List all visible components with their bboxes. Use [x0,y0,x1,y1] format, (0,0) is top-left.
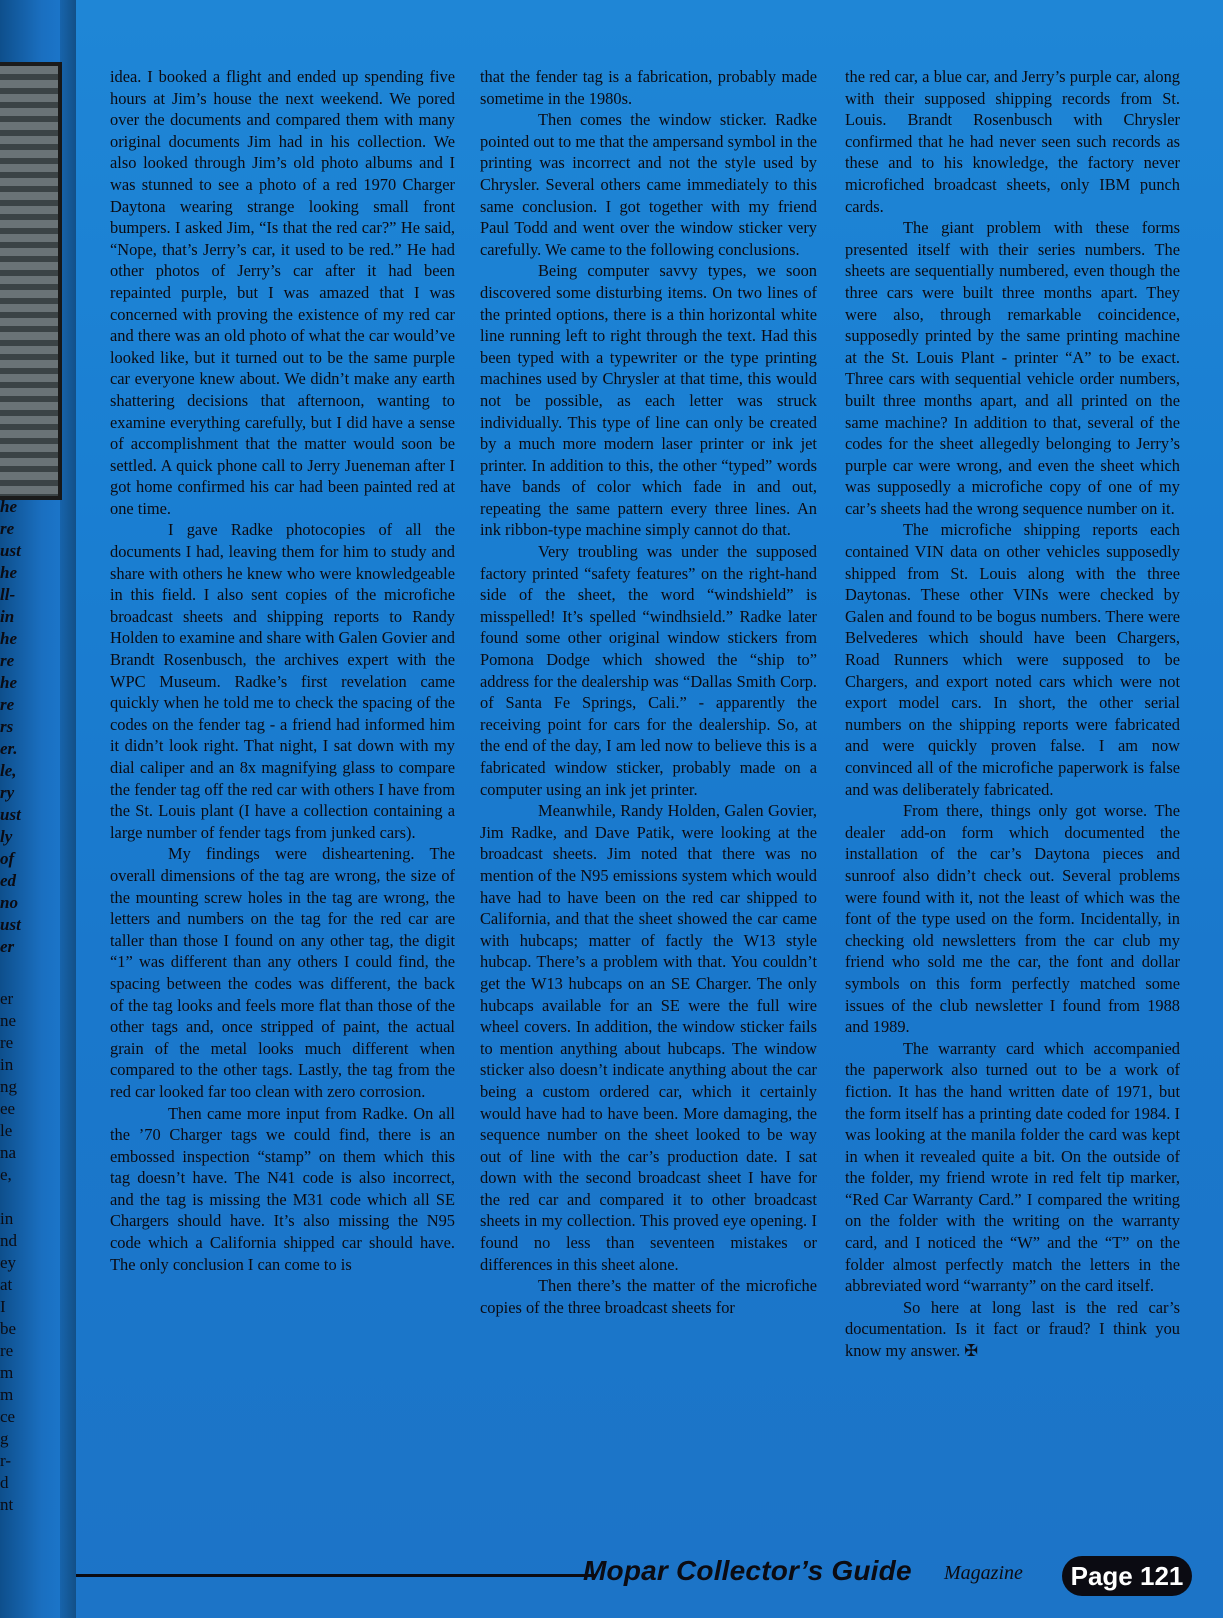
margin-fragment: er. [0,739,18,758]
margin-fragment: he [0,629,17,648]
margin-fragment: of [0,849,15,868]
margin-fragment: re [0,695,15,714]
margin-fragment: re [0,519,15,538]
margin-fragment: er [0,989,14,1008]
article-paragraph: that the fender tag is a fabrication, probably made sometime in the 1980s. [480,67,817,108]
article-paragraph: idea. I booked a flight and ended up spending five hours at Jim’s house the next weekend. We pored over the documents and compared them with many original documents Jim had in his collection. We also looked through Jim’s old photo albums and I was stunned to see a photo of a red 1970 Charger Daytona wearing strange looking small front bumpers. I asked Jim, “Is that the red car?” He said, “Nope, that’s Jerry’s car, it used to be red.” He had other photos of Jerry’s car after it had been repainted purple, but I was amazed that I was concerned with proving the existence of my red car and there was an old photo of what the car would’ve looked like, but it turned out to be the same purple car everyone knew about. We didn’t make any earth shattering decisions that afternoon, wanting to examine everything carefully, but I did have a sense of accomplishment that the matter would soon be settled. A quick phone call to Jerry Jueneman after I got home confirmed his car had been painted red at one time. [110,67,455,518]
footer-magazine-title: Mopar Collector’s Guide [583,1555,912,1586]
margin-fragment: ne [0,1011,17,1030]
margin-fragment: in [0,1209,14,1228]
margin-fragment: in [0,1055,14,1074]
margin-fragment: re [0,1033,14,1052]
margin-fragment: ry [0,783,15,802]
margin-fragment: ed [0,871,17,890]
margin-fragment: ee [0,1099,16,1118]
footer-rule [76,1574,596,1577]
margin-fragment: be [0,1319,17,1338]
margin-fragment: ng [0,1077,17,1096]
margin-fragment: at [0,1275,13,1294]
article-paragraph: From there, things only got worse. The dealer add-on form which documented the installation of the car’s Daytona pieces and sunroof also didn’t check out. Several problems were found with it, not the least of which was the font of the type used on the form. Incidentally, in checking old newsletters from the car club my friend who sold me the car, the font and dollar symbols on this form perfectly matched some issues of the club newsletter I found from 1988 and 1989. [845,801,1180,1037]
article-paragraph: The giant problem with these forms presented itself with their series numbers. The sheets are sequentially numbered, even though the three cars were built three months apart. They were also, through remarkable coincidence, supposedly printed by the same printing machine at the St. Louis Plant - printer “A” to be exact. Three cars with sequential vehicle order numbers, built three months apart, and all printed on the same machine? In addition to that, several of the codes for the sheet allegedly belonging to Jerry’s purple car were wrong, and even the sheet which was supposedly a microfiche copy of one of my car’s sheets had the wrong sequence number on it. [845,218,1180,518]
article-paragraph: the red car, a blue car, and Jerry’s purple car, along with their supposed shipping records from St. Louis. Brandt Rosenbusch with Chrysler confirmed that he had never seen such records as these and to his knowledge, the factory never microfiched broadcast sheets, only IBM punch cards. [845,67,1180,216]
article-column-1 [110,66,455,1275]
article-paragraph: I gave Radke photocopies of all the documents I had, leaving them for him to study and share with others he knew who were knowledgeable in this field. I also sent copies of the microfiche broadcast sheets and shipping reports to Randy Holden to examine and share with Galen Govier and Brandt Rosenbusch, the archives expert with the WPC Museum. Radke’s first revelation came quickly when he told me to check the spacing of the codes on the fender tag - a friend had informed him it didn’t look right. That night, I sat down with my dial caliper and an 8x magnifying glass to compare the fender tag off the red car with others I have from the St. Louis plant (I have a collection containing a large number of fender tags from junked cars). [110,520,456,842]
margin-fragment: he [0,673,17,692]
margin-fragment: rs [0,717,14,736]
margin-fragment: no [0,893,18,912]
margin-fragment: d [0,1473,9,1492]
margin-fragment: le, [0,761,17,780]
margin-fragment: m [0,1385,14,1404]
margin-fragment: nt [0,1495,14,1514]
spine-shadow [60,0,76,1618]
article-paragraph: The warranty card which accompanied the paperwork also turned out to be a work of fiction. It has the hand written date of 1971, but the form itself has a printing date coded for 1984. I was looking at the manila folder the card was kept in when it revealed quite a bit. On the outside of the folder, my friend wrote in red felt tip marker, “Red Car Warranty Card.” I compared the writing on the folder with the writing on the warranty card, and I noticed the “W” and the “T” on the folder almost perfectly match the letters in the abbreviated word “warranty” on the card itself. [845,1038,1180,1296]
margin-fragment: ust [0,915,21,934]
article-paragraph: Then came more input from Radke. On all the ’70 Charger tags we could find, there is an embossed inspection “stamp” on them which this tag doesn’t have. The N41 code is also incorrect, and the tag is missing the M31 code which all SE Chargers should have. It’s also missing the N95 code which a California shipped car should have. The only conclusion I can come to is [110,1103,455,1274]
margin-fragment: le [0,1121,13,1140]
margin-fragment: I [0,1297,6,1316]
margin-fragment: g [0,1429,9,1448]
margin-fragment: ust [0,541,21,560]
margin-fragment: ust [0,805,21,824]
margin-fragment: he [0,497,17,516]
article-paragraph: So here at long last is the red car’s documentation. Is it fact or fraud? I think you know my answer. ✠ [845,1297,1180,1361]
margin-fragment: he [0,563,17,582]
margin-fragment: re [0,1341,14,1360]
margin-fragment: ll- [0,585,16,604]
margin-fragment: re [0,651,15,670]
article-paragraph: Then there’s the matter of the microfiche copies of the three broadcast sheets for [480,1276,817,1317]
article-paragraph: Meanwhile, Randy Holden, Galen Govier, Jim Radke, and Dave Patik, were looking at the broadcast sheets. Jim noted that there was no mention of the N95 emissions system which would have had to have been on the red car shipped to California, and that the sheet showed the car came with hubcaps; matter of factly the W13 style hubcap. There’s a problem with that. You couldn’t get the W13 hubcaps on an SE Charger. The only hubcaps available for an SE were the full wire wheel covers. In addition, the window sticker fails to mention anything about hubcaps. The window sticker also doesn’t indicate anything about the car being a custom ordered car, which it certainly would have had to have been. More damaging, the sequence number on the sheet looked to be way out of line with the car’s production date. I sat down with the second broadcast sheet I have for the red car and compared it to other broadcast sheets in my collection. This proved eye opening. I found no less than seventeen mistakes or differences in this sheet alone. [480,801,817,1274]
margin-fragment: m [0,1363,14,1382]
article-paragraph: Then comes the window sticker. Radke pointed out to me that the ampersand symbol in the printing was incorrect and not the style used by Chrysler. Several others came immediately to this same conclusion. I got together with my friend Paul Todd and went over the window sticker very carefully. We came to the following conclusions. [480,110,817,259]
article-paragraph: Very troubling was under the supposed factory printed “safety features” on the right-hand side of the sheet, the word “windshield” is misspelled! It’s spelled “windhsield.” Radke later found some other original window stickers from Pomona Dodge which showed the “ship to” address for the dealership was “Dallas Smith Corp. of Santa Fe Springs, Cali.” - apparently the receiving point for cars for the dealership. So, at the end of the day, I am led now to believe this is a fabricated window sticker, probably made on a computer using an ink jet printer. [480,542,817,799]
article-paragraph: The microfiche shipping reports each contained VIN data on other vehicles supposedly shipped from St. Louis along with the three Daytonas. These other VINs were checked by Galen and found to be bogus numbers. There were Belvederes which should have been Chargers, Road Runners which were supposed to be Chargers, and export noted cars which were not export model cars. In short, the other serial numbers on the shipping reports were fabricated and were quickly proven false. I am now convinced all of the microfiche paperwork is false and was deliberately fabricated. [845,520,1180,799]
margin-fragment: er [0,937,15,956]
article-column-3 [845,66,1180,1362]
margin-fragment: ce [0,1407,16,1426]
page-number-badge: Page 121 [1062,1556,1192,1596]
margin-fragment: in [0,607,15,626]
margin-fragment: e, [0,1165,12,1184]
article-paragraph: Being computer savvy types, we soon discovered some disturbing items. On two lines of the printed options, there is a thin horizontal white line running left to right through the text. Had this been typed with a typewriter or the type printing machines used by Chrysler at that time, this would not be possible, as each letter was struck individually. This type of line can only be created by a much more modern laser printer or ink jet printer. In addition to this, the other “typed” words have bands of color which fade in and out, repeating the same pattern every three lines. An ink ribbon-type machine simply cannot do that. [480,261,817,540]
footer-magazine-word: Magazine [944,1562,1023,1584]
article-column-2 [480,66,817,1318]
margin-fragment: r- [0,1451,11,1470]
article-paragraph: My findings were disheartening. The overall dimensions of the tag are wrong, the size of the mounting screw holes in the tag are wrong, the letters and numbers on the tag for the red car are taller than those I found on any other tag, the digit “1” was different than any others I could find, the spacing between the codes was different, the back of the tag looks and feels more flat than those of the other tags and, once stripped of paint, the actual grain of the metal looks much different when compared to the other tags. Lastly, the tag from the red car looked far too clean with zero corrosion. [110,844,455,1101]
margin-fragment: nd [0,1231,17,1250]
margin-fragment: ly [0,827,13,846]
adjacent-page-photo [0,62,62,500]
margin-fragment: na [0,1143,17,1162]
margin-fragment: ey [0,1253,17,1272]
